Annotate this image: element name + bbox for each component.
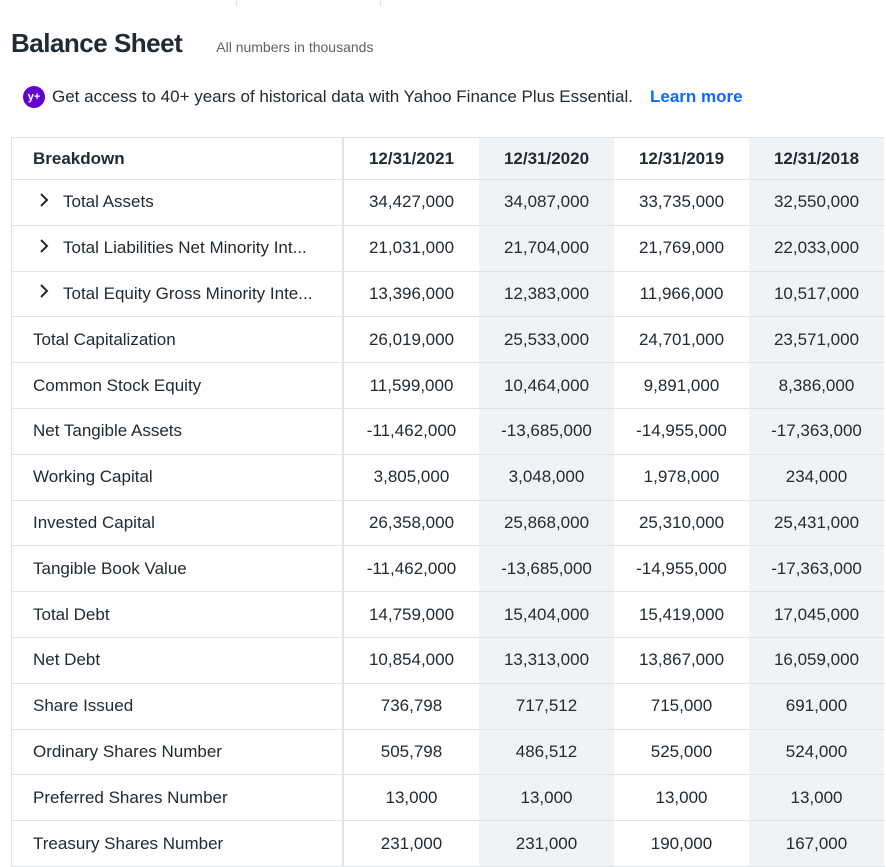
table-row xyxy=(12,592,885,638)
row-label xyxy=(12,684,344,729)
units-note: All numbers in thousands xyxy=(216,39,374,55)
value-cell: 736,798 xyxy=(380,696,443,716)
table-row xyxy=(12,317,885,363)
chevron-right-icon[interactable] xyxy=(39,239,57,258)
row-label-text: Total Capitalization xyxy=(33,329,176,349)
promo-text: Get access to 40+ years of historical data with Yahoo Finance Plus Essential. xyxy=(52,87,633,106)
premium-promo xyxy=(23,86,743,108)
balance-sheet-table xyxy=(11,137,885,867)
value-cell: -14,955,000 xyxy=(636,421,727,441)
row-label-text: Total Debt xyxy=(33,604,110,624)
value-cell: 8,386,000 xyxy=(749,363,884,408)
row-label-text: Working Capital xyxy=(33,467,153,487)
tab-separator xyxy=(380,0,381,6)
value-cell: -13,685,000 xyxy=(479,409,614,454)
value-cell: -17,363,000 xyxy=(749,409,884,454)
row-label-text: Ordinary Shares Number xyxy=(33,741,222,761)
value-cell: 505,798 xyxy=(380,741,443,761)
value-cell: 3,048,000 xyxy=(479,455,614,500)
value-cell: 26,019,000 xyxy=(368,329,455,349)
row-label-text: Invested Capital xyxy=(33,512,155,532)
row-label xyxy=(12,317,344,362)
value-cell: 13,867,000 xyxy=(638,650,725,670)
value-cell: -11,462,000 xyxy=(366,558,457,578)
value-cell: 11,599,000 xyxy=(369,375,454,395)
value-cell: -14,955,000 xyxy=(636,558,727,578)
value-cell: 17,045,000 xyxy=(749,592,884,637)
row-label[interactable] xyxy=(12,272,344,317)
row-label-text: Net Tangible Assets xyxy=(33,421,182,441)
value-cell: 10,517,000 xyxy=(749,272,884,317)
row-label xyxy=(12,455,344,500)
table-row xyxy=(12,546,885,592)
value-cell: 13,313,000 xyxy=(479,638,614,683)
row-label-text: Total Liabilities Net Minority Int... xyxy=(63,238,307,258)
value-cell: -11,462,000 xyxy=(366,421,457,441)
row-label xyxy=(12,775,344,820)
chevron-right-icon[interactable] xyxy=(39,193,57,212)
value-cell: 33,735,000 xyxy=(638,192,725,212)
row-label-text: Net Debt xyxy=(33,650,101,670)
value-cell: 25,310,000 xyxy=(638,512,725,532)
table-row xyxy=(12,730,885,776)
row-label-text: Common Stock Equity xyxy=(33,375,202,395)
value-cell: 231,000 xyxy=(479,821,614,866)
value-cell: 21,704,000 xyxy=(479,226,614,271)
table-header-row xyxy=(12,138,885,180)
value-cell: 13,000 xyxy=(479,775,614,820)
value-cell: 25,431,000 xyxy=(749,501,884,546)
value-cell: 22,033,000 xyxy=(749,226,884,271)
row-label xyxy=(12,501,344,546)
table-row xyxy=(12,638,885,684)
value-cell: 167,000 xyxy=(749,821,884,866)
row-label[interactable] xyxy=(12,180,344,225)
value-cell: 1,978,000 xyxy=(643,467,720,487)
row-label-text: Share Issued xyxy=(33,696,134,716)
row-label-text: Treasury Shares Number xyxy=(33,833,224,853)
value-cell: 25,533,000 xyxy=(479,317,614,362)
value-cell: 13,000 xyxy=(749,775,884,820)
table-row xyxy=(12,501,885,547)
value-cell: 3,805,000 xyxy=(373,467,450,487)
value-cell: 9,891,000 xyxy=(643,375,720,395)
row-label xyxy=(12,363,344,408)
section-header xyxy=(11,28,373,59)
value-cell: 13,000 xyxy=(385,787,438,807)
value-cell: 15,404,000 xyxy=(479,592,614,637)
row-label xyxy=(12,592,344,637)
column-header-breakdown: Breakdown xyxy=(12,138,344,179)
chevron-right-icon[interactable] xyxy=(39,284,57,303)
table-row xyxy=(12,180,885,226)
row-label xyxy=(12,409,344,454)
row-label-text: Preferred Shares Number xyxy=(33,787,228,807)
value-cell: 231,000 xyxy=(380,833,443,853)
value-cell: 691,000 xyxy=(749,684,884,729)
row-label xyxy=(12,821,344,866)
value-cell: 486,512 xyxy=(479,730,614,775)
value-cell: 12,383,000 xyxy=(479,272,614,317)
value-cell: 15,419,000 xyxy=(638,604,725,624)
value-cell: 21,769,000 xyxy=(638,238,725,258)
value-cell: 11,966,000 xyxy=(639,283,724,303)
value-cell: 25,868,000 xyxy=(479,501,614,546)
row-label xyxy=(12,546,344,591)
column-header-date: 12/31/2021 xyxy=(368,148,455,168)
value-cell: 23,571,000 xyxy=(749,317,884,362)
table-row xyxy=(12,455,885,501)
row-label xyxy=(12,638,344,683)
value-cell: 14,759,000 xyxy=(368,604,455,624)
learn-more-link[interactable]: Learn more xyxy=(650,87,743,106)
row-label-text: Total Assets xyxy=(63,192,154,212)
table-row xyxy=(12,409,885,455)
value-cell: 26,358,000 xyxy=(368,512,455,532)
value-cell: 13,000 xyxy=(655,787,708,807)
row-label-text: Total Equity Gross Minority Inte... xyxy=(63,283,313,303)
value-cell: 190,000 xyxy=(650,833,713,853)
value-cell: 10,464,000 xyxy=(479,363,614,408)
value-cell: 524,000 xyxy=(749,730,884,775)
page-title: Balance Sheet xyxy=(11,28,183,58)
value-cell: 525,000 xyxy=(650,741,713,761)
row-label xyxy=(12,730,344,775)
value-cell: -13,685,000 xyxy=(479,546,614,591)
table-row xyxy=(12,821,885,867)
value-cell: 234,000 xyxy=(749,455,884,500)
table-row xyxy=(12,775,885,821)
value-cell: 32,550,000 xyxy=(749,180,884,225)
table-row xyxy=(12,226,885,272)
value-cell: 715,000 xyxy=(650,696,713,716)
table-row xyxy=(12,684,885,730)
value-cell: 10,854,000 xyxy=(368,650,455,670)
row-label-text: Tangible Book Value xyxy=(33,558,187,578)
table-row xyxy=(12,363,885,409)
value-cell: 24,701,000 xyxy=(638,329,725,349)
table-row xyxy=(12,272,885,318)
value-cell: 34,427,000 xyxy=(368,192,455,212)
row-label[interactable] xyxy=(12,226,344,271)
value-cell: 21,031,000 xyxy=(368,238,455,258)
value-cell: -17,363,000 xyxy=(749,546,884,591)
yahoo-plus-icon: y+ xyxy=(23,86,45,108)
value-cell: 16,059,000 xyxy=(749,638,884,683)
value-cell: 34,087,000 xyxy=(479,180,614,225)
column-header-date: 12/31/2019 xyxy=(638,148,725,168)
column-header-date: 12/31/2018 xyxy=(749,138,884,179)
tab-separator xyxy=(236,0,237,6)
value-cell: 13,396,000 xyxy=(368,283,455,303)
value-cell: 717,512 xyxy=(479,684,614,729)
column-header-date: 12/31/2020 xyxy=(479,138,614,179)
